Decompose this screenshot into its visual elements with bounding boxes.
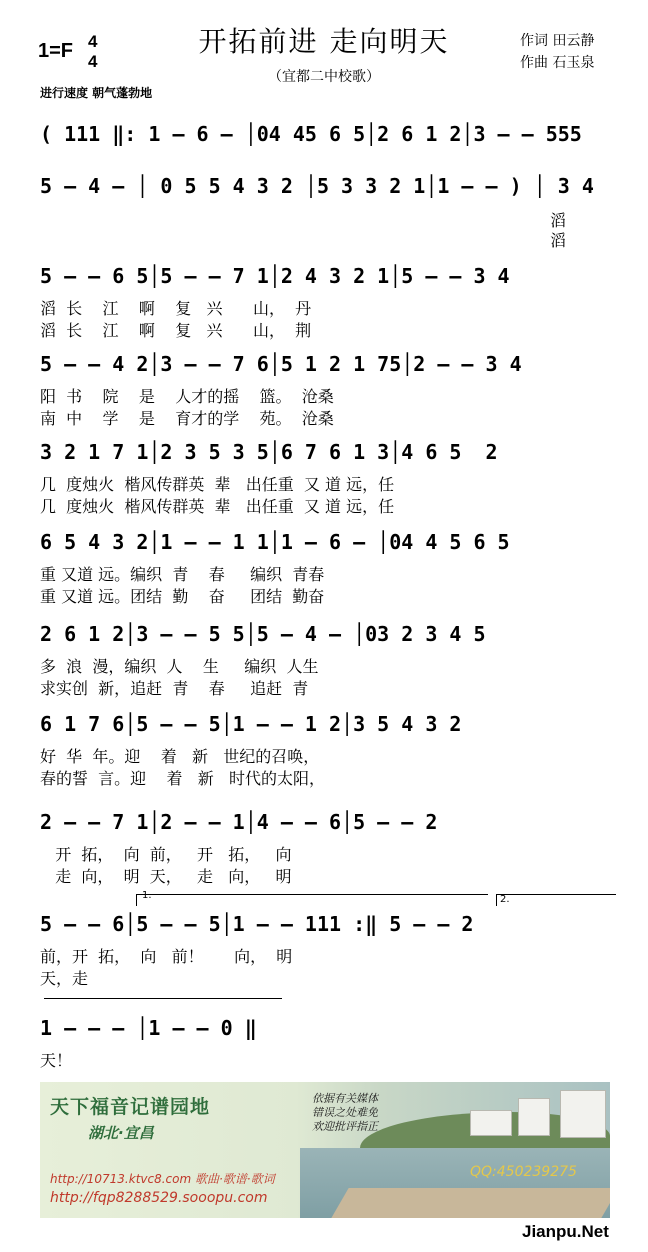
score-line-7-lyric-1: 多 浪 漫，编织 人 生 编织 人生 (40, 657, 319, 676)
volta-2-bracket-edge (496, 894, 497, 906)
time-signature-top: 4 (88, 32, 98, 51)
score-line-1-notes: ( 111 ‖: 1 – 6 – │04 45 6 5│2 6 1 2│3 – – 555 (40, 122, 582, 146)
time-signature (88, 32, 97, 72)
song-title: 开拓前进 走向明天 (198, 25, 450, 58)
score-line-2-lyric-1: 滔 (550, 211, 567, 230)
banner-place: 湖北·宜昌 (88, 1124, 154, 1142)
score-line-11-lyric-1: 天！ (40, 1051, 73, 1070)
score-line-9-lyric-2: 走 向， 明 天， 走 向， 明 (40, 867, 292, 886)
score-line-4-lyric-2: 南 中 学 是 育才的学 苑。 沧桑 (40, 409, 334, 428)
score-line-11-notes: 1 – – – │1 – – 0 ‖ (40, 1016, 257, 1040)
score-line-3-notes: 5 – – 6 5│5 – – 7 1│2 4 3 2 1│5 – – 3 4 (40, 264, 510, 288)
volta-1-bracket-edge (136, 894, 137, 906)
promo-banner (40, 1082, 610, 1218)
score-line-9-lyric-1: 开 拓， 向 前， 开 拓， 向 (40, 845, 292, 864)
score-line-2-notes: 5 – 4 – │ 0 5 5 4 3 2 │5 3 3 2 1│1 – – ) │ 3 4 (40, 174, 594, 198)
banner-qq: QQ:450239275 (470, 1164, 577, 1180)
score-line-8-lyric-1: 好 华 年。迎 着 新 世纪的召唤， (40, 747, 320, 766)
score-line-7-lyric-2: 求实创 新，追赶 青 春 追赶 青 (40, 679, 309, 698)
score-line-2-lyric-2: 滔 (550, 231, 567, 250)
score-line-8-lyric-2: 春的誓 言。迎 着 新 时代的太阳， (40, 769, 326, 788)
volta-2-label: 2. (500, 894, 510, 905)
site-watermark: Jianpu.Net (522, 1222, 609, 1241)
score-line-9-notes: 2 – – 7 1│2 – – 1│4 – – 6│5 – – 2 (40, 810, 438, 834)
score-line-10-lyric-1: 前，开 拓， 向 前！ 向， 明 (40, 947, 293, 966)
score-line-4-notes: 5 – – 4 2│3 – – 7 6│5 1 2 1 75│2 – – 3 4 (40, 352, 522, 376)
score-line-6-notes: 6 5 4 3 2│1 – – 1 1│1 – 6 – │04 4 5 6 5 (40, 530, 510, 554)
lyricist-credit: 作词 田云静 (520, 33, 595, 49)
banner-building-image (560, 1090, 606, 1138)
banner-note-3: 欢迎批评指正 (312, 1120, 378, 1133)
volta-1-label: 1. (142, 890, 152, 901)
banner-title: 天下福音记谱园地 (50, 1096, 211, 1118)
time-signature-bottom: 4 (88, 52, 98, 71)
score-line-7-notes: 2 6 1 2│3 – – 5 5│5 – 4 – │03 2 3 4 5 (40, 622, 486, 646)
score-line-3-lyric-1: 滔 长 江 啊 复 兴 山， 丹 (40, 299, 312, 318)
score-line-10-lyric-2: 天，走 (40, 969, 89, 988)
volta-2-bracket (496, 894, 616, 895)
composer-credit: 作曲 石玉泉 (520, 55, 595, 71)
key-signature: 1=F (38, 40, 74, 62)
score-line-8-notes: 6 1 7 6│5 – – 5│1 – – 1 2│3 5 4 3 2 (40, 712, 462, 736)
score-line-5-notes: 3 2 1 7 1│2 3 5 3 5│6 7 6 1 3│4 6 5 2 (40, 440, 498, 464)
score-line-5-lyric-2: 几 度烛火 楷风传群英 辈 出任重 又 道 远，任 (40, 497, 395, 516)
score-line-3-lyric-2: 滔 长 江 啊 复 兴 山， 荆 (40, 321, 312, 340)
score-line-6-lyric-2: 重 又道 远。团结 勤 奋 团结 勤奋 (40, 587, 325, 606)
score-line-4-lyric-1: 阳 书 院 是 人才的摇 篮。 沧桑 (40, 387, 334, 406)
final-tie-line (44, 998, 282, 999)
song-subtitle: （宜都二中校歌） (268, 69, 380, 85)
banner-note-2: 错误之处难免 (312, 1106, 378, 1119)
banner-road-image (331, 1188, 610, 1218)
banner-note-1: 依据有关媒体 (312, 1092, 378, 1105)
volta-1-bracket (136, 894, 488, 895)
banner-url-2[interactable]: http://fqp8288529.sooopu.com (50, 1190, 268, 1206)
tempo-marking: 进行速度 朝气蓬勃地 (40, 86, 153, 100)
score-line-6-lyric-1: 重 又道 远。编织 青 春 编织 青春 (40, 565, 325, 584)
score-line-5-lyric-1: 几 度烛火 楷风传群英 辈 出任重 又 道 远，任 (40, 475, 395, 494)
banner-url-1[interactable]: http://10713.ktvc8.com 歌曲·歌谱·歌词 (50, 1172, 275, 1186)
score-line-10-notes: 5 – – 6│5 – – 5│1 – – 111 :‖ 5 – – 2 (40, 912, 474, 936)
banner-building-image (470, 1110, 512, 1136)
banner-building-image (518, 1098, 550, 1136)
